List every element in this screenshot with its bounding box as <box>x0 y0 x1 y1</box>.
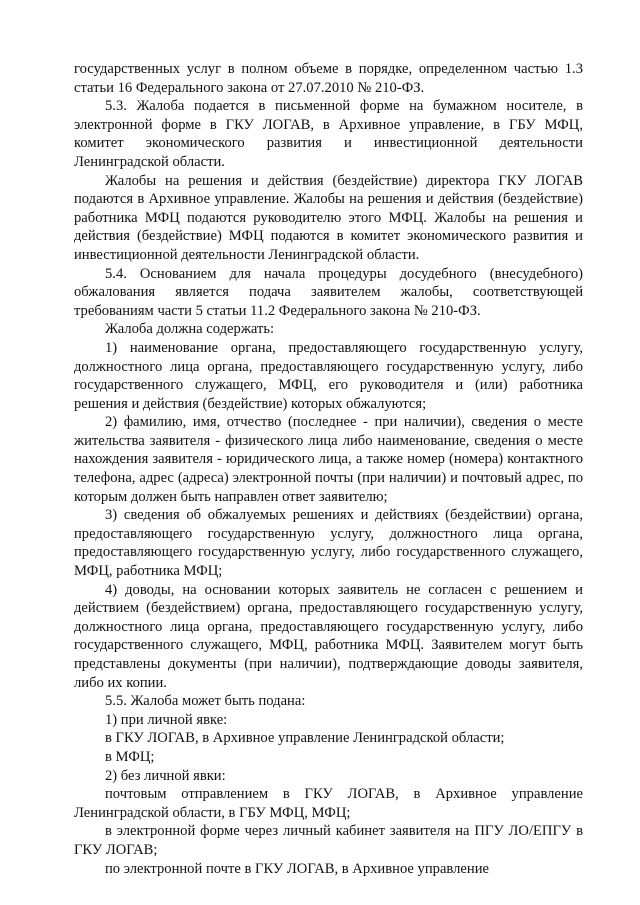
paragraph-continuation: государственных услуг в полном объеме в порядке, определенном частью 1.3 статьи 16 Федерального закона от 27.07.2010 № 210-ФЗ. <box>74 61 583 96</box>
submission-by-email: по электронной почте в ГКУ ЛОГАВ, в Архивное управление <box>105 860 489 877</box>
list-item-3: 3) сведения об обжалуемых решениях и действиях (бездействии) органа, предоставляющего государственную услугу, должностного лица органа, предоставляющего государственную услугу, либо государственного служащего, МФЦ, работника МФЦ; <box>74 507 583 580</box>
paragraph-5-4: 5.4. Основанием для начала процедуры досудебного (внесудебного) обжалования является подача заявителем жалобы, соответствующей требованиям части 5 статьи 11.2 Федерального закона № 210-ФЗ. <box>74 265 583 319</box>
paragraph-complaints-routing: Жалобы на решения и действия (бездействие) директора ГКУ ЛОГАВ подаются в Архивное управление. Жалобы на решения и действия (бездействие) работника МФЦ подаются руководителю этого МФЦ. Жалобы на решения и действия (бездействие) МФЦ подаются в комитет экономического развития и инвестиционной деятельности Ленинградской области. <box>74 172 583 263</box>
submission-in-person-logav: в ГКУ ЛОГАВ, в Архивное управление Ленинградской области; <box>105 730 505 747</box>
submission-remote: 2) без личной явки: <box>105 767 226 784</box>
list-item-1: 1) наименование органа, предоставляющего государственную услугу, должностного лица органа, предоставляющего государственную услугу, либо государственного служащего, МФЦ, его руководителя и (или) работника решения и действия (бездействие) которых обжалуются; <box>74 339 583 412</box>
submission-by-mail: почтовым отправлением в ГКУ ЛОГАВ, в Архивное управление Ленинградской области, в ГБУ МФЦ, МФЦ; <box>74 786 583 821</box>
paragraph-5-5: 5.5. Жалоба может быть подана: <box>105 693 306 710</box>
submission-in-person: 1) при личной явке: <box>105 711 228 728</box>
submission-in-person-mfc: в МФЦ; <box>105 748 155 765</box>
submission-electronic: в электронной форме через личный кабинет заявителя на ПГУ ЛО/ЕПГУ в ГКУ ЛОГАВ; <box>74 823 583 858</box>
list-item-2: 2) фамилию, имя, отчество (последнее - при наличии), сведения о месте жительства заявителя - физического лица либо наименование, сведения о месте нахождения заявителя - юридического лица, а также номер (номера) контактного телефона, адрес (адреса) электронной почты (при наличии) и почтовый адрес, по которым должен быть направлен ответ заявителю; <box>74 414 583 505</box>
paragraph-5-3: 5.3. Жалоба подается в письменной форме на бумажном носителе, в электронной форме в ГКУ ЛОГАВ, в Архивное управление, в ГБУ МФЦ, комитет экономического развития и инвестиционной деятельности Ленинградской области. <box>74 98 583 170</box>
list-item-4: 4) доводы, на основании которых заявитель не согласен с решением и действием (бездействием) органа, предоставляющего государственную услугу, должностного лица органа, предоставляющего государственную услугу, либо государственного служащего, МФЦ, работника МФЦ. Заявителем могут быть представлены документы (при наличии), подтверждающие доводы заявителя, либо их копии. <box>74 581 583 691</box>
document-body <box>74 60 583 878</box>
paragraph-complaint-contents-intro: Жалоба должна содержать: <box>105 321 275 338</box>
